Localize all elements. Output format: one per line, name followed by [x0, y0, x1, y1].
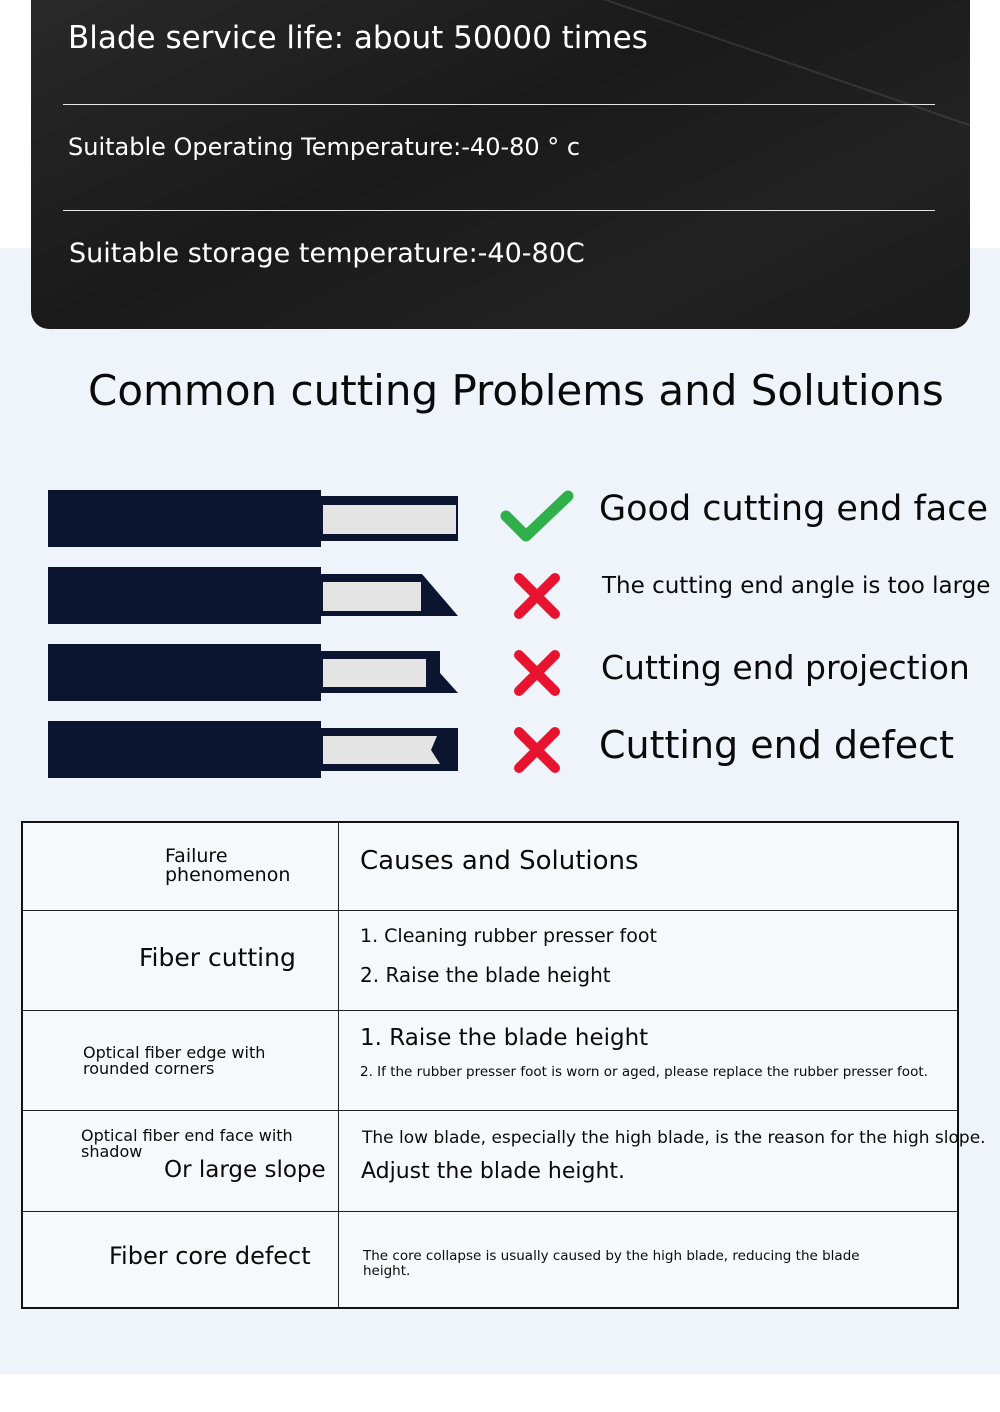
- problems-table: [21, 821, 986, 1309]
- row-divider: [23, 1211, 957, 1212]
- large-angle-diagram: [48, 566, 468, 624]
- projection-label: Cutting end projection: [601, 648, 970, 687]
- storage-temp-spec: Suitable storage temperature:-40-80C: [69, 238, 585, 269]
- row-divider: [23, 1010, 957, 1011]
- row-solution: 1. Cleaning rubber presser foot: [360, 925, 657, 947]
- section-title: Common cutting Problems and Solutions: [88, 366, 944, 415]
- row-solution: 2. Raise the blade height: [360, 963, 611, 987]
- cross-icon: [512, 572, 562, 624]
- header-failure: [165, 847, 290, 885]
- cross-icon: [512, 726, 562, 778]
- operating-temp-spec: Suitable Operating Temperature:-40-80 ° c: [68, 133, 581, 161]
- row-solution-line: height.: [363, 1263, 411, 1279]
- cross-icon: [512, 649, 562, 701]
- blade-life-spec: Blade service life: about 50000 times: [68, 20, 648, 56]
- row-phenomenon-line: rounded corners: [83, 1059, 215, 1078]
- row-phenomenon: Fiber core defect: [109, 1242, 311, 1270]
- large-angle-label: The cutting end angle is too large: [602, 573, 991, 599]
- check-icon: [500, 488, 576, 548]
- row-phenomenon-line: shadow: [81, 1142, 143, 1161]
- divider: [63, 210, 935, 211]
- row-phenomenon: [81, 1128, 293, 1160]
- header-failure-line: phenomenon: [165, 864, 291, 886]
- row-phenomenon-line: Optical fiber edge with: [83, 1043, 266, 1062]
- good-end-face-label: Good cutting end face: [599, 489, 989, 529]
- defect-label: Cutting end defect: [599, 723, 954, 767]
- row-solution-line: The core collapse is usually caused by the high blade, reducing the blade: [363, 1248, 860, 1264]
- row-phenomenon: [83, 1045, 265, 1077]
- header-causes: Causes and Solutions: [360, 846, 639, 876]
- row-solution: 1. Raise the blade height: [360, 1025, 649, 1051]
- row-phenomenon-extra: Or large slope: [164, 1157, 326, 1183]
- row-phenomenon: Fiber cutting: [139, 943, 296, 972]
- spec-card: [31, 0, 970, 329]
- row-divider: [23, 1110, 957, 1111]
- row-solution: The low blade, especially the high blade, is the reason for the high slope.: [362, 1128, 986, 1148]
- divider: [63, 104, 935, 105]
- row-solution: 2. If the rubber presser foot is worn or aged, please replace the rubber presser foot.: [360, 1064, 928, 1080]
- row-solution: [363, 1249, 860, 1279]
- row-solution: Adjust the blade height.: [361, 1159, 626, 1184]
- column-divider: [338, 823, 339, 1307]
- good-end-face-diagram: [48, 489, 468, 547]
- projection-diagram: [48, 643, 468, 701]
- row-divider: [23, 910, 957, 911]
- defect-diagram: [48, 720, 468, 778]
- header-failure-line: Failure: [165, 845, 228, 867]
- row-phenomenon-line: Optical fiber end face with: [81, 1126, 293, 1145]
